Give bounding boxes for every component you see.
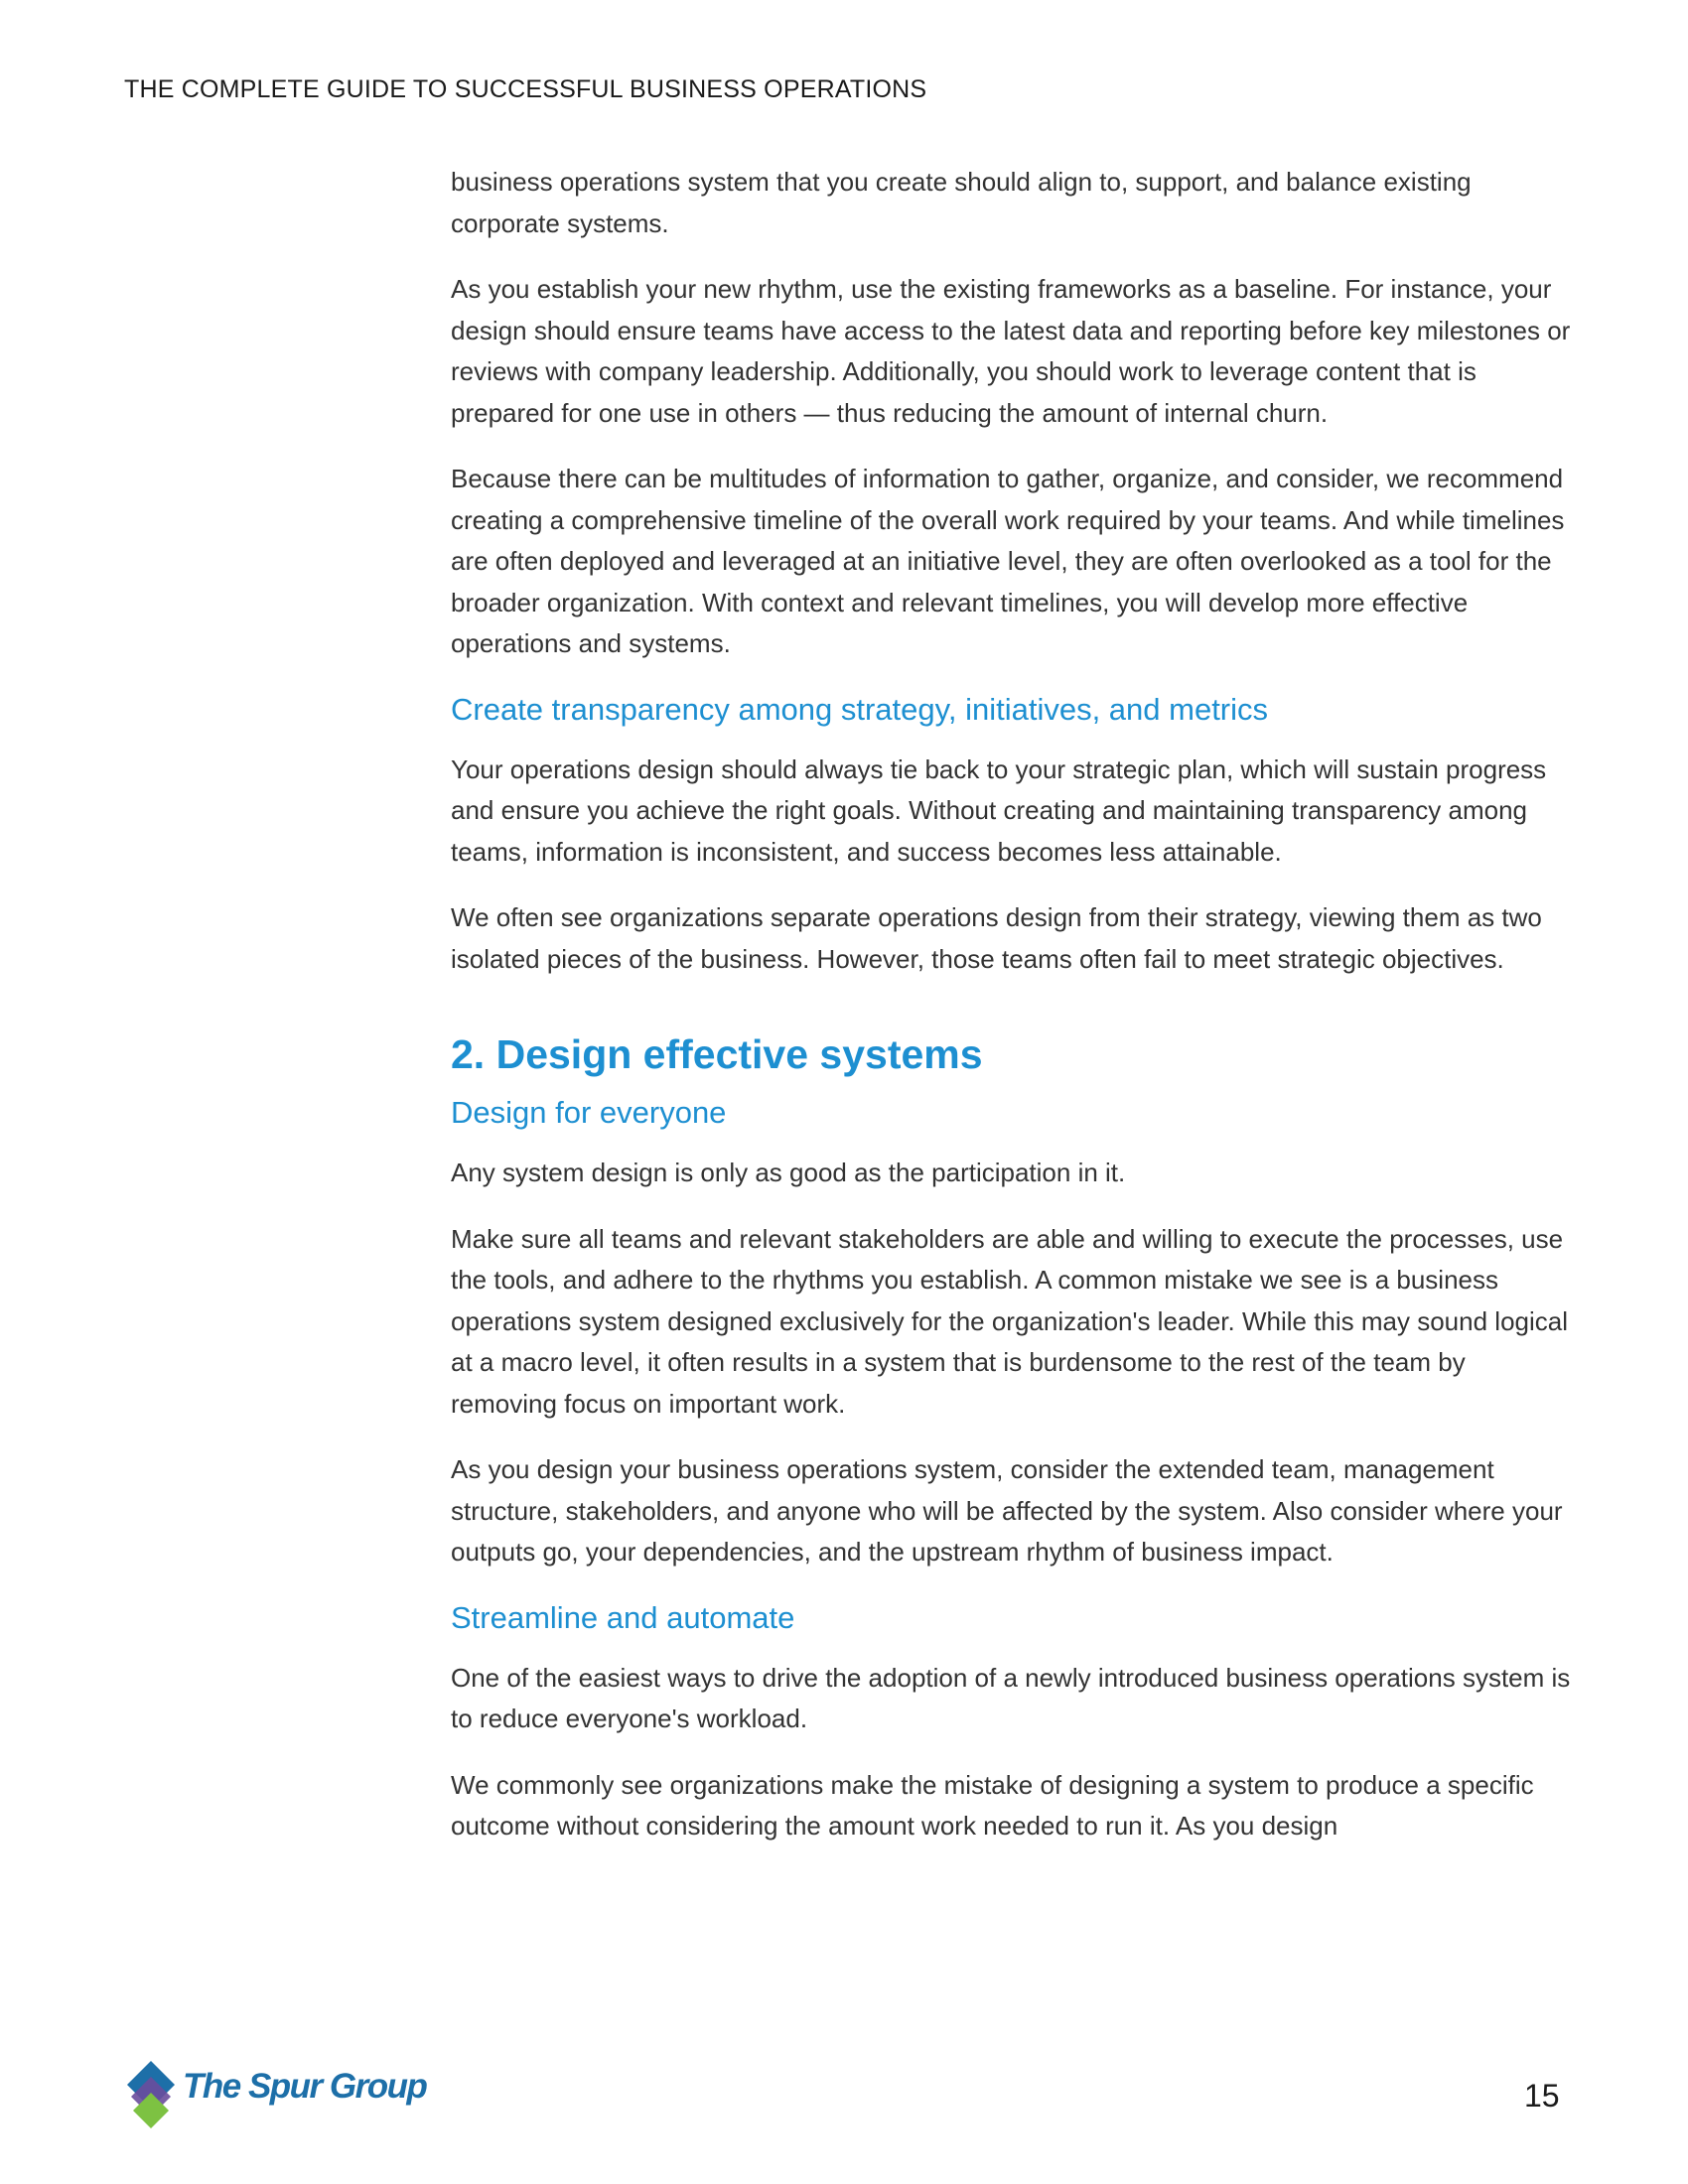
body-paragraph: Any system design is only as good as the participation in it.: [451, 1158, 1126, 1187]
body-paragraph: We often see organizations separate operations design from their strategy, viewing them as two isolated pieces of the business. However, those teams often fail to meet strategic objectives.: [451, 902, 1542, 974]
body-paragraph: We commonly see organizations make the mistake of designing a system to produce a specific outcome without considering the amount work needed to run it. As you design: [451, 1769, 1534, 1841]
body-paragraph: business operations system that you create should align to, support, and balance existing corporate systems.: [451, 167, 1472, 238]
page-content: [451, 162, 1573, 1872]
page-number: 15: [1524, 2078, 1560, 2114]
subheading-transparency: Create transparency among strategy, initiatives, and metrics: [451, 691, 1269, 727]
running-header: THE COMPLETE GUIDE TO SUCCESSFUL BUSINESS OPERATIONS: [124, 75, 927, 103]
subheading-design-for-everyone: Design for everyone: [451, 1095, 727, 1130]
body-paragraph: As you design your business operations system, consider the extended team, management structure, stakeholders, and anyone who will be affected by the system. Also consider where your outputs go, your dependencies, and the upstream rhythm of business impact.: [451, 1454, 1563, 1567]
body-paragraph: Because there can be multitudes of information to gather, organize, and consider, we recommend creating a comprehensive timeline of the overall work required by your teams. And while timelines are often deployed and leveraged at an initiative level, they are often overlooked as a tool for the broader organization. With context and relevant timelines, you will develop more effective operations and systems.: [451, 464, 1565, 658]
body-paragraph: As you establish your new rhythm, use the existing frameworks as a baseline. For instance, your design should ensure teams have access to the latest data and reporting before key milestones or reviews with company leadership. Additionally, you should work to leverage content that is prepared for one use in others — thus reducing the amount of internal churn.: [451, 274, 1571, 428]
body-paragraph: One of the easiest ways to drive the adoption of a newly introduced business operations system is to reduce everyone's workload.: [451, 1662, 1571, 1733]
section-heading-design-effective-systems: 2. Design effective systems: [451, 1031, 983, 1077]
subheading-streamline-and-automate: Streamline and automate: [451, 1599, 795, 1635]
spur-group-logo-icon: [121, 2055, 181, 2134]
logo-wordmark: The Spur Group: [183, 2067, 427, 2106]
body-paragraph: Make sure all teams and relevant stakeholders are able and willing to execute the processes, use the tools, and adhere to the rhythms you establish. A common mistake we see is a business operations system designed exclusively for the organization's leader. While this may sound logical at a macro level, it often results in a system that is burdensome to the rest of the team by removing focus on important work.: [451, 1223, 1568, 1419]
body-paragraph: Your operations design should always tie back to your strategic plan, which will sustain progress and ensure you achieve the right goals. Without creating and maintaining transparency among teams, information is inconsistent, and success becomes less attainable.: [451, 753, 1547, 867]
spur-group-logo: [121, 2055, 427, 2134]
